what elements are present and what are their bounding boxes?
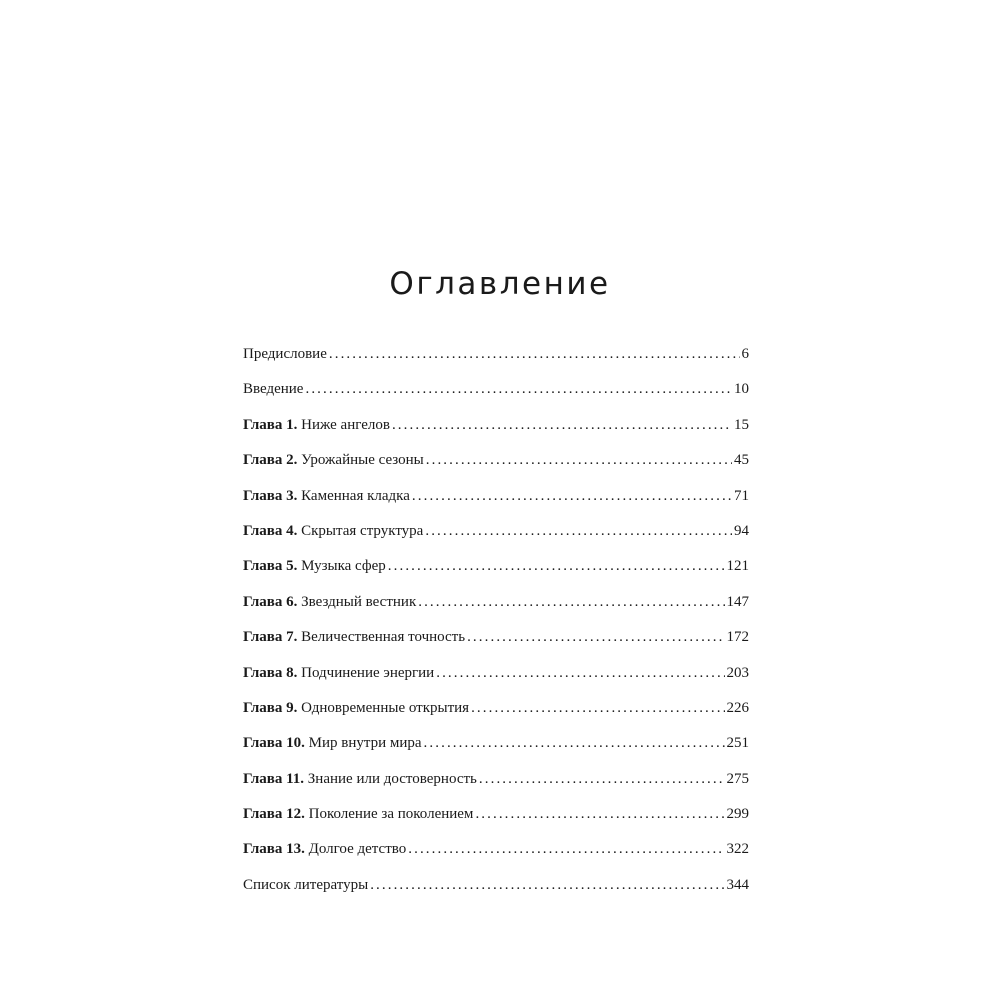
toc-entry [243,872,749,907]
toc-entry [243,518,749,553]
toc-entry-title: Звездный вестник [301,593,417,610]
toc-entry-label [243,766,477,792]
toc-page-number: 15 [734,416,749,433]
dot-leader [392,412,732,438]
toc-entry [243,553,749,588]
dot-leader [370,872,724,898]
dot-leader [329,341,740,367]
toc-entry [243,624,749,659]
toc-page-number: 45 [734,452,749,469]
toc-page-number: 299 [726,806,749,823]
toc-page-number: 71 [734,487,749,504]
dot-leader [425,518,732,544]
toc-entry-title: Величественная точность [301,629,466,646]
toc-chapter-number: Глава 9. [243,699,302,716]
table-of-contents [243,341,749,907]
toc-entry-label [243,695,469,721]
dot-leader [388,553,725,579]
toc-entry-title: Скрытая структура [301,522,424,539]
toc-entry-label [243,872,368,898]
toc-entry-title: Одновременные открытия [301,699,470,716]
dot-leader [467,624,724,650]
toc-entry-title: Введение [243,381,304,398]
dot-leader [412,483,732,509]
toc-page-number: 121 [726,558,749,575]
toc-entry-title: Ниже ангелов [301,416,390,433]
toc-chapter-number: Глава 8. [243,664,302,681]
toc-chapter-number: Глава 7. [243,629,302,646]
toc-entry [243,589,749,624]
toc-entry-label [243,801,473,827]
toc-entry [243,376,749,411]
dot-leader [408,836,724,862]
toc-entry-label [243,376,303,402]
toc-entry [243,836,749,871]
toc-entry-title: Каменная кладка [301,487,410,504]
toc-entry-label [243,341,327,367]
toc-entry [243,766,749,801]
toc-entry-title: Урожайные сезоны [301,452,424,469]
toc-chapter-number: Глава 1. [243,416,302,433]
toc-entry [243,483,749,518]
dot-leader [426,447,732,473]
toc-page-number: 94 [734,522,749,539]
toc-entry [243,801,749,836]
toc-entry [243,447,749,482]
dot-leader [418,589,724,615]
dot-leader [436,660,724,686]
toc-chapter-number: Глава 2. [243,452,302,469]
toc-page-number: 344 [726,876,749,893]
dot-leader [424,730,725,756]
page-title: Оглавление [389,266,611,302]
toc-entry-title: Долгое детство [308,841,407,858]
toc-entry-label [243,518,423,544]
toc-entry-label [243,412,390,438]
toc-chapter-number: Глава 12. [243,806,309,823]
toc-page-number: 322 [726,841,749,858]
toc-entry-label [243,483,410,509]
toc-entry-label [243,730,422,756]
toc-entry [243,695,749,730]
toc-entry-title: Музыка сфер [301,558,386,575]
dot-leader [471,695,724,721]
dot-leader [475,801,724,827]
toc-page-number: 6 [741,346,749,362]
toc-entry-title: Мир внутри мира [308,735,422,752]
toc-entry-label [243,836,406,862]
dot-leader [479,766,725,792]
toc-page-number: 203 [726,664,749,681]
toc-entry [243,412,749,447]
toc-entry-title: Подчинение энергии [301,664,435,681]
toc-chapter-number: Глава 6. [243,593,302,610]
toc-entry [243,730,749,765]
toc-page-number: 226 [726,699,749,716]
toc-entry-label [243,447,424,473]
toc-page-number: 147 [726,593,749,610]
toc-entry-title: Список литературы [243,876,369,893]
toc-entry-label [243,589,416,615]
toc-entry [243,660,749,695]
toc-page-number: 275 [726,770,749,787]
toc-chapter-number: Глава 13. [243,841,309,858]
toc-chapter-number: Глава 4. [243,522,302,539]
dot-leader [305,376,732,402]
toc-page-number: 251 [726,735,749,752]
toc-entry-label [243,660,434,686]
toc-entry-title: Предисловие [243,346,327,362]
toc-entry-title: Знание или достоверность [307,770,477,787]
toc-entry-title: Поколение за поколением [308,806,474,823]
toc-page-number: 172 [726,629,749,646]
toc-entry-label [243,553,386,579]
toc-chapter-number: Глава 3. [243,487,302,504]
toc-entry [243,341,749,376]
toc-chapter-number: Глава 10. [243,735,309,752]
toc-page-number: 10 [734,381,749,398]
toc-entry-label [243,624,465,650]
toc-chapter-number: Глава 5. [243,558,302,575]
toc-chapter-number: Глава 11. [243,770,308,787]
